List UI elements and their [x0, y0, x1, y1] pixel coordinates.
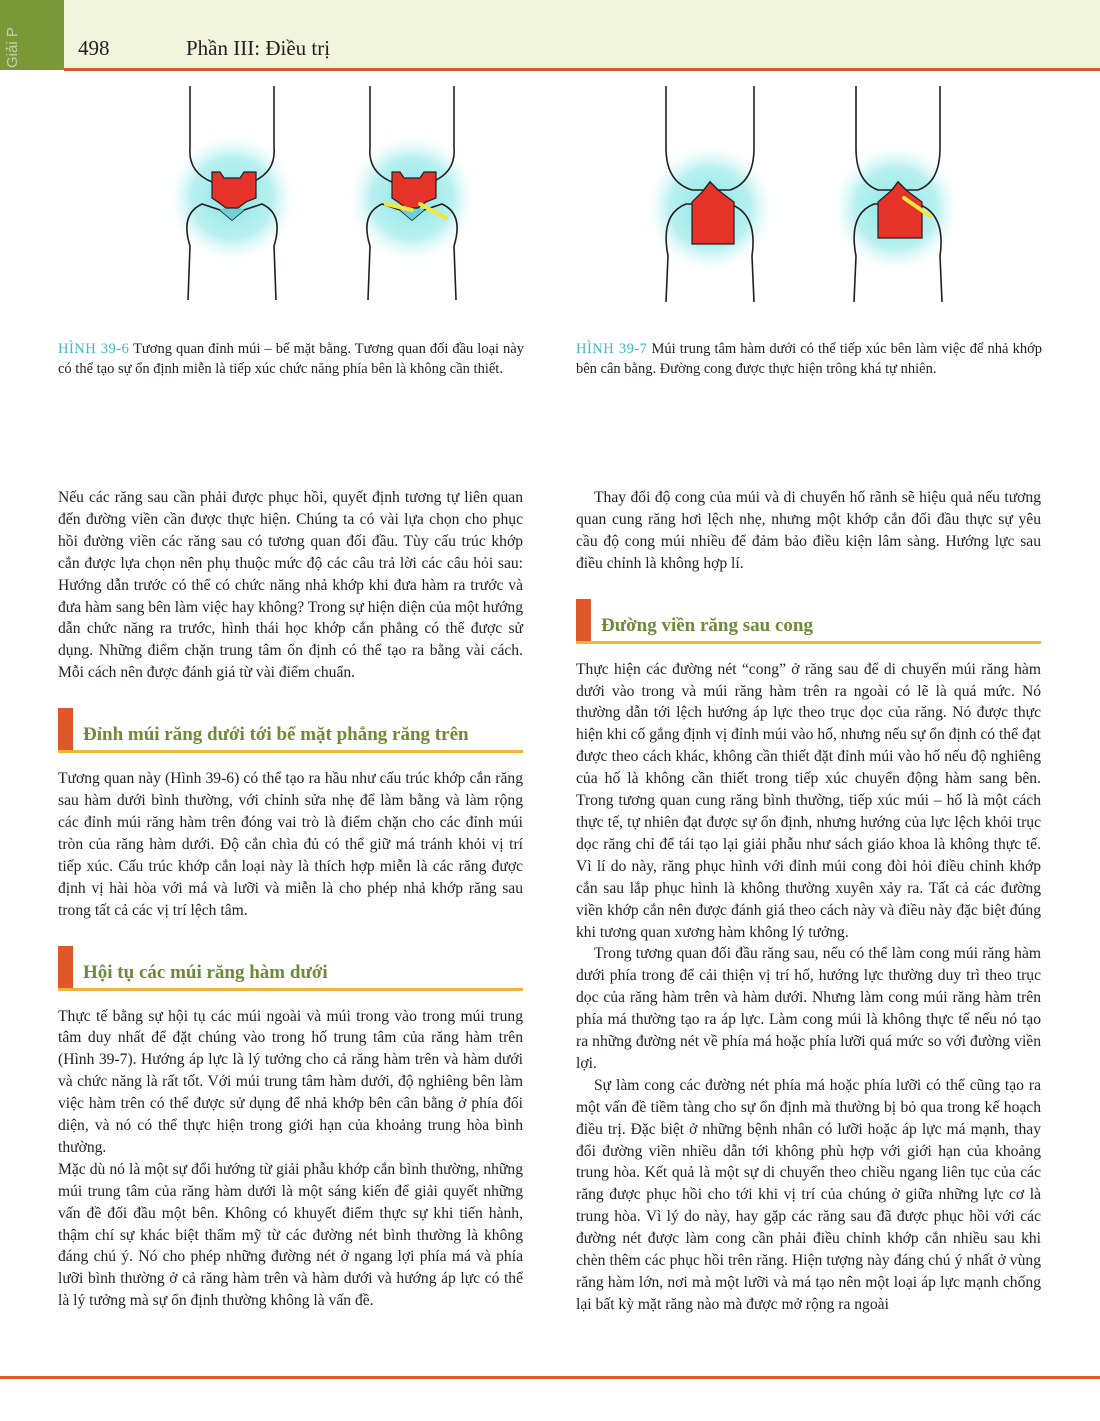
intro-paragraph: Nếu các răng sau cần phải được phục hồi, quyết định tương tự liên quan đến đường viền cần được thực hiện. Chúng ta có vài lựa chọn cho phục hồi đường viền các răng sau có tương quan đối đầu. Tùy cấu trúc khớp cắn được lựa chọn nên phụ thuộc mức độ các câu trả lời các câu hỏi sau: Hướng dẫn trước có thể có chức năng nhả khớp khi đưa hàm ra trước và đưa hàm sang bên làm việc hay không? Trong sự hiện diện của một hướng dẫn chức năng ra trước, hình thái học khớp cắn phẳng có thể được sử dụng. Những điểm chặn trung tâm ổn định có thể tạo ra bằng vài cách. Mỗi cách nên được đánh giá từ vài điểm chuẩn. — [58, 489, 523, 682]
figure-label: HÌNH 39-6 — [58, 341, 130, 357]
side-tab-text: Giải P — [4, 27, 21, 68]
body-paragraph: Thực hiện các đường nét “cong” ở răng sau để di chuyển múi răng hàm dưới vào trong và múi răng hàm trên ra ngoài có lẽ là quá mức. Nó thường dẫn tới lệch hướng áp lực theo trục dọc của răng. Nó được thực hiện khi cố gắng định vị đỉnh múi vào hố, nhưng nếu sự ổn định có thể đạt được theo cách khác, không cần thiết đặt đỉnh múi vào hố nếu độ nghiêng của hố là không cần thiết trong tiếp xúc chuyển động hàm sang bên. Trong tương quan cung răng bình thường, tiếp xúc múi – hố là một cách thực tế, tự nhiên đạt được sự ổn định, nhưng hướng của lực lệch khỏi trục dọc răng chỉ để tái tạo lại giải phẫu như sách giáo khoa là không thực tế. Vì lí do này, răng phục hình với đỉnh múi cong đòi hỏi điều chỉnh khớp cắn sau lắp phục hình là không thường xuyên xảy ra. Tất cả các đường viền khớp cắn nên được đánh giá theo cách này và điều này đặc biệt đúng khi tương quan xương hàm không lý tưởng. — [576, 660, 1041, 941]
page-number: 498 — [78, 36, 110, 60]
body-paragraph: Thực tế bằng sự hội tụ các múi ngoài và múi trong vào trong múi trung tâm duy nhất để đặt chúng vào trong hố trung tâm của răng hàm trên (Hình 39-7). Hướng áp lực là lý tưởng cho cả răng hàm trên và hàm dưới và chức năng là rất tốt. Với múi trung tâm hàm dưới, độ nghiêng bên làm việc hàm trên có thể được sử dụng để nhả khớp bên cân bằng ở phía đối diện, và nó có thể thực hiện trong giới hạn của khoảng trung hòa bình thường. — [58, 1007, 523, 1156]
heading-title: Đỉnh múi răng dưới tới bể mặt phẳng răng trên — [83, 724, 469, 746]
figure-39-6-caption — [58, 339, 524, 379]
heading-title: Hội tụ các múi răng hàm dưới — [83, 961, 328, 983]
tooth-diagram-central-cusp — [648, 86, 772, 302]
tooth-diagram-central-cusp-force — [834, 86, 958, 302]
heading-rule — [576, 641, 1041, 644]
caption-text: Tương quan đỉnh múi – bể mặt bằng. Tương quan đối đầu loại này có thể tạo sự ổn định miễn là tiếp xúc chức năng phía bên là không cần thiết. — [58, 341, 524, 377]
header-band — [0, 0, 1100, 70]
heading-rule — [58, 988, 523, 991]
section-heading — [576, 599, 1041, 645]
body-paragraph: Sự làm cong các đường nét phía má hoặc phía lưỡi có thể cũng tạo ra một vấn đề tiềm tàng cho sự ổn định mà thường bị bỏ qua trong kế hoạch điều trị. Đặc biệt ở những bệnh nhân có lưỡi hoặc áp lực má mạnh, thay đổi đường viền nhiều dẫn tới không phù hợp với giới hạn của khoảng trung hòa. Kết quả là một sự di chuyển theo chiều ngang liên tục của các răng được phục hồi cho tới khi vị trí của chúng ở giữa những lực cơ là trung hòa. Vì lý do này, hay gặp các răng sau đã được phục hồi với các đường nét được làm cong cần phải điều chỉnh khớp cắn nhiều sau khi chèn thêm các phục hồi trên răng. Hiện tượng này đáng chú ý nhất ở vùng răng hàm lớn, nơi mà một lưỡi và má tạo nên một loại áp lực mạnh chống lại bất kỳ mặt răng nào mà được mở rộng ra ngoài — [576, 1076, 1041, 1313]
running-title: Phần III: Điều trị — [186, 36, 331, 60]
right-column — [576, 487, 1041, 1316]
heading-rule — [58, 750, 523, 753]
left-column — [58, 487, 523, 1312]
body-paragraph: Thay đổi độ cong của múi và di chuyển hố rãnh sẽ hiệu quả nếu tương quan cung răng hơi lệch nhẹ, nhưng một khớp cắn đối đầu thực sự yêu cầu độ cong múi nhiều để đảm bảo điều kiện lâm sàng. Hướng lực sau điều chỉnh là không hợp lí. — [576, 489, 1041, 572]
body-paragraph: Mặc dù nó là một sự đổi hướng từ giải phẫu khớp cắn bình thường, những múi trung tâm của răng hàm dưới là một sáng kiến để giải quyết những vấn đề đối đầu một bên. Không có khuyết điểm thực sự khi tiến hành, thậm chí sự khác biệt thẩm mỹ từ các đường nét bình thường là không đáng chú ý. Nó cho phép những đường nét ở ngang lợi phía má và phía lưỡi bình thường ở cả răng hàm trên và hàm dưới và hướng áp lực có thể là lý tưởng mà sự ổn định thường không là vấn đề. — [58, 1160, 523, 1310]
heading-title: Đường viền răng sau cong — [601, 614, 813, 636]
tooth-diagram-with-force — [350, 86, 470, 300]
chapter-side-tab — [0, 0, 64, 70]
figure-label: HÌNH 39-7 — [576, 341, 648, 357]
header-rule — [64, 68, 1100, 71]
heading-bar — [58, 946, 73, 990]
figure-39-7-illustration — [630, 86, 960, 316]
footer-rule — [0, 1376, 1100, 1379]
section-heading — [58, 708, 523, 754]
figure-39-6-illustration — [150, 86, 470, 316]
caption-text: Múi trung tâm hàm dưới có thể tiếp xúc bên làm việc để nhả khớp bên cân bằng. Đường cong được thực hiện trông khá tự nhiên. — [576, 341, 1042, 377]
body-paragraph: Tương quan này (Hình 39-6) có thể tạo ra hầu như cấu trúc khớp cắn răng sau hàm dưới bình thường, với chỉnh sửa nhẹ để làm bằng và làm rộng các đỉnh múi răng hàm trên đóng vai trò là điểm chặn cho các đỉnh múi tròn của răng hàm dưới. Độ cắn chìa đủ có thể giữ má tránh khỏi vị trí tiếp xúc. Cấu trúc khớp cắn loại này là thích hợp miễn là các răng được định vị hài hòa với má và lưỡi và miễn là cho phép nhả khớp răng sau trong tất cả các vị trí lệch tâm. — [58, 770, 523, 919]
body-paragraph: Trong tương quan đối đầu răng sau, nếu có thể làm cong múi răng hàm dưới phía trong để cải thiện vị trí hố, hướng lực thường duy trì theo trục dọc của răng hàm trên và hàm dưới. Nhưng làm cong múi răng hàm trên phía má thường tạo ra áp lực. Làm cong múi là không thực tế nếu nó tạo ra những đường nét về phía má hoặc phía lưỡi quá mức so với đường viền lợi. — [576, 945, 1041, 1072]
heading-bar — [58, 708, 73, 752]
tooth-diagram-normal — [170, 86, 294, 300]
figure-39-7-caption — [576, 339, 1042, 379]
section-heading — [58, 946, 523, 992]
heading-bar — [576, 599, 591, 643]
